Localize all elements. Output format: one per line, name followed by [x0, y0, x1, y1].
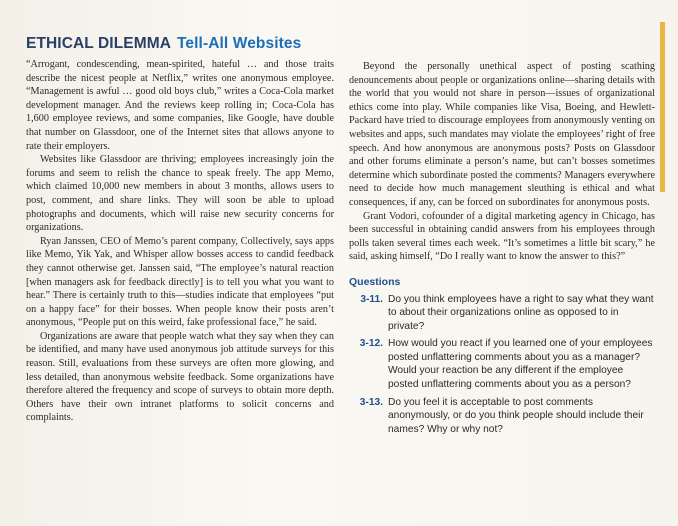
- box-title: [26, 35, 301, 53]
- question-item: [349, 337, 655, 391]
- right-paragraph-1: Beyond the personally unethical aspect of posting scathing denouncements about people or organizations online—sharing details with the world that you would not share in person—issues of organizational ethics come into play. While companies like Visa, Boeing, and Hewlett-Packard have tried to discourage employees from anonymously venting on websites and apps, such mandates may violate the employees’ right of free speech. And how anonymous are anonymous posts? Posts on Glassdoor and other forums eliminate a person’s name, but can’t bosses sometimes determine which subordinate posted the comments? Managers everywhere need to decide how much management sleuthing is ethical and what consequences, if any, can be forced on subordinates for anonymous posts.: [349, 61, 655, 208]
- questions-heading: Questions: [349, 275, 401, 288]
- question-text: Do you think employees have a right to say what they want to about their organizations online as opposed to in private?: [388, 293, 654, 332]
- question-number: 3-12.: [359, 338, 383, 350]
- question-number: 3-11.: [360, 293, 383, 305]
- left-paragraph-1: “Arrogant, condescending, mean-spirited, hateful … and those traits describe the nicest people at Netflix,” writes one anonymous employee. “Management is awful … good old boys club,” writes a Coca-Cola market development manager. And the reviews keep rolling in; Coca-Cola has 1,600 employee reviews, and some companies, like Google, have double that number on Glassdoor, one of the Internet sites that allows anyone to rate their employers.: [26, 59, 334, 152]
- title-sub: Tell-All Websites: [177, 35, 302, 52]
- question-number: 3-13.: [359, 396, 383, 408]
- question-item: [349, 293, 655, 334]
- left-column: [26, 58, 334, 425]
- question-text: Do you feel it is acceptable to post comments anonymously, or do you think people should include their names? Why or why not?: [388, 396, 644, 435]
- left-paragraph-3: Ryan Janssen, CEO of Memo’s parent company, Collectively, says apps like Memo, Yik Yak, and Whisper allow bosses access to candid feedback they cannot otherwise get. Janssen said, “The employee’s natural reaction [when managers ask for feedback directly] is to tell you what you want to hear.” There is certainly truth to this—studies indicate that employees “put on a happy face” for their bosses. When people know their posts aren’t anonymous, “People put on this weird, fake professional face,” he said.: [26, 235, 334, 329]
- questions-list: [349, 293, 655, 437]
- left-paragraph-4: Organizations are aware that people watch what they say when they can be identified, and many have used anonymous job attitude surveys for this reason. Still, evaluations from these surveys are often more glowing, and less detailed, than anonymous website feedback. Some organizations have therefore altered the frequency and scope of surveys to obtain more depth. Others have their own intranet platforms to solicit concerns and complaints.: [26, 330, 334, 424]
- title-main: ETHICAL DILEMMA: [26, 35, 172, 52]
- question-text: How would you react if you learned one of your employees posted unflattering comments about you as a manager? Would your reaction be any different if the employee posted unflattering comments about you as a person?: [388, 338, 653, 391]
- right-column: [349, 60, 655, 440]
- left-paragraph-2: Websites like Glassdoor are thriving; employees increasingly join the forums and seem to relish the chance to speak freely. The app Memo, which claimed 10,000 new members in about 3 months, allows users to post, comment, and share links. They will soon be able to upload photographs and documents, which will raise new security concerns for organizations.: [26, 154, 334, 234]
- question-item: [349, 396, 655, 437]
- accent-bar: [660, 22, 665, 192]
- right-paragraph-2: Grant Vodori, cofounder of a digital marketing agency in Chicago, has been successful in obtaining candid answers from his employees through polls taken several times each week. “It’s sometimes a little bit scary,” he said, asking himself, “Do I really want to know the answer to this?”: [349, 210, 655, 263]
